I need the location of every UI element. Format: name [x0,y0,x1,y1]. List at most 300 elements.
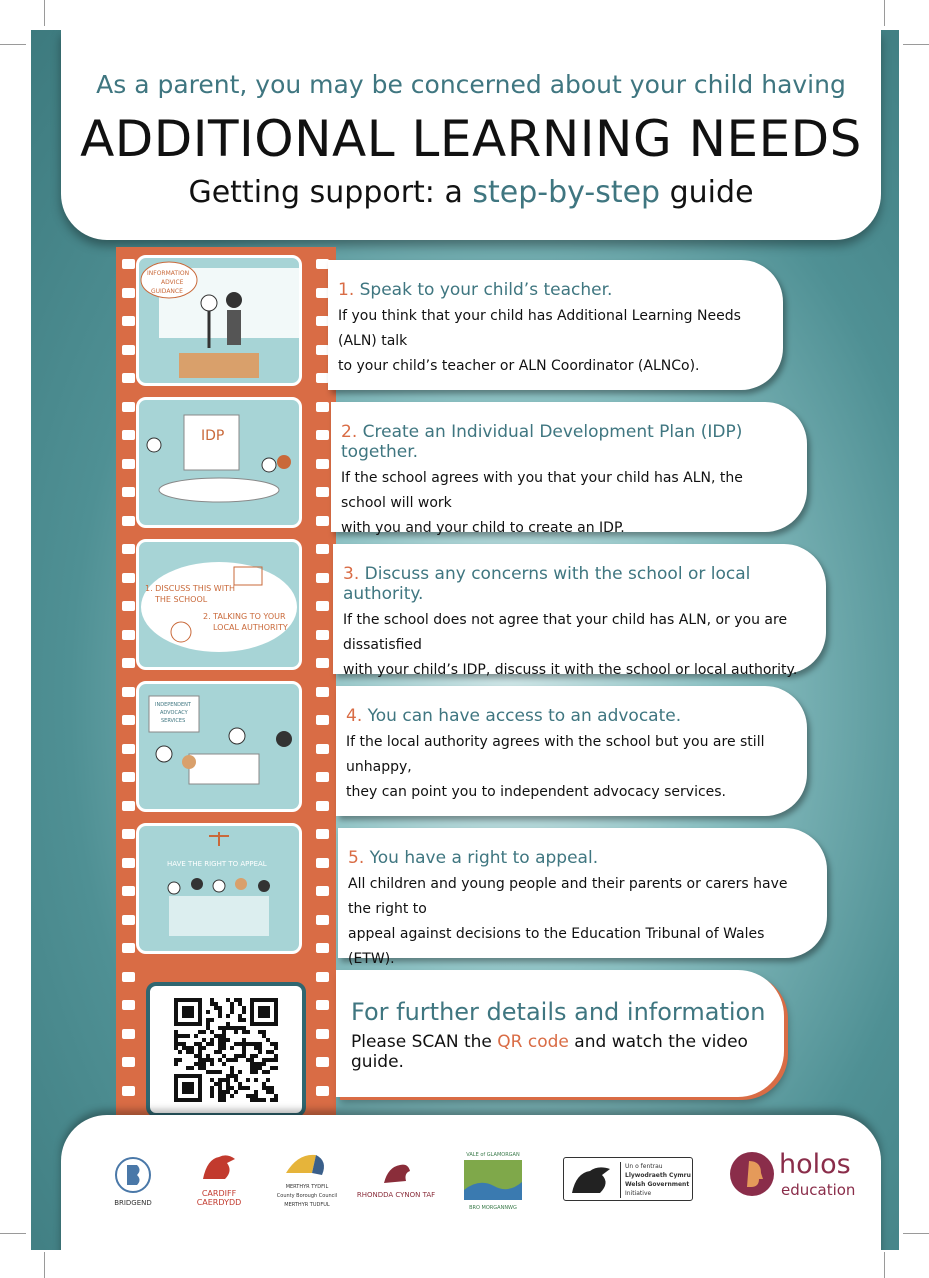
step-card-3 [333,544,826,678]
qr-module [194,1042,198,1046]
qr-module [174,1042,178,1046]
film-sprocket-hole [122,601,135,611]
qr-module [258,1042,262,1046]
qr-module [234,1026,238,1030]
qr-module [242,1046,246,1050]
step-title [338,280,759,300]
qr-module [250,1094,254,1098]
qr-module [218,1082,222,1086]
step-line: If the school agrees with you that your child has ALN, the school will work [341,470,743,511]
film-sprocket-hole [122,1029,135,1039]
film-sprocket-hole [316,772,329,782]
bridgend-crest-icon [111,1155,155,1195]
crop-mark [0,44,26,45]
film-sprocket-hole [122,345,135,355]
qr-module [242,1086,246,1090]
qr-module [230,1006,234,1010]
qr-module [226,1038,230,1042]
qr-module [270,1090,274,1094]
qr-module [274,1042,278,1046]
film-sprocket-hole [122,829,135,839]
qr-module [174,1062,178,1066]
qr-module [254,1062,258,1066]
qr-module [202,1066,206,1070]
qr-module [238,1042,242,1046]
logo-text: MERTHYR TYDFIL [285,1184,329,1190]
qr-module [226,1026,230,1030]
film-sprocket-hole [316,487,329,497]
frame-advocacy-illustration [136,681,302,812]
logo-text: BRO MORGANNWG [469,1205,517,1211]
film-sprocket-hole [316,544,329,554]
logo-text: VALE of GLAMORGAN [466,1152,520,1158]
rct-logo [356,1159,436,1200]
qr-module [238,1070,242,1074]
qr-module [230,1066,234,1070]
qr-module [266,1058,270,1062]
qr-module [266,1038,270,1042]
discuss-speech-bubble-illustration [139,542,302,670]
qr-module [274,1094,278,1098]
film-sprocket-hole [316,459,329,469]
qr-module [234,998,238,1002]
qr-code-icon[interactable] [174,998,278,1102]
qr-module [222,1042,226,1046]
qr-module [178,1034,182,1038]
qr-module [190,1050,194,1054]
frame-label: SERVICES [161,718,186,724]
film-sprocket-hole [122,772,135,782]
film-sprocket-hole [316,1086,329,1096]
film-sprocket-hole [122,858,135,868]
qr-module [234,1030,238,1034]
film-sprocket-hole [122,573,135,583]
qr-module [202,1046,206,1050]
frame-label: GUIDANCE [151,288,183,295]
qr-module [174,1030,178,1034]
film-sprocket-hole [122,943,135,953]
qr-module [226,1082,230,1086]
qr-module [210,1078,214,1082]
qr-module [242,1042,246,1046]
film-sprocket-hole [316,516,329,526]
logo-text: County Borough Council [276,1193,338,1199]
merthyr-emblem-icon [282,1149,332,1179]
film-sprocket-hole [122,430,135,440]
qr-module [266,1070,270,1074]
qr-module [266,1050,270,1054]
film-sprocket-hole [122,402,135,412]
qr-module [182,1034,186,1038]
qr-module [234,1074,238,1078]
qr-module [258,1030,262,1034]
qr-module [182,1082,194,1094]
step-line: they can point you to independent advocacy services. [346,784,727,800]
qr-module [222,1090,226,1094]
frame-discuss-illustration [136,539,302,670]
qr-module [198,1042,202,1046]
qr-module [242,1026,246,1030]
idp-meeting-illustration [139,400,302,528]
qr-module [262,1058,266,1062]
qr-module [206,1022,210,1026]
qr-module [210,1002,214,1006]
film-sprocket-hole [122,915,135,925]
qr-module [226,998,230,1002]
qr-module [226,1090,230,1094]
film-sprocket-hole [122,516,135,526]
qr-module [230,1086,234,1090]
qr-module [250,1042,254,1046]
frame-label: 2. TALKING TO YOUR [203,612,286,621]
qr-module [254,1054,258,1058]
qr-module [266,1078,270,1082]
qr-module [226,1078,230,1082]
step-body [343,608,802,683]
page-subtitle [61,175,881,210]
qr-module [198,1030,202,1034]
qr-module [222,1030,226,1034]
qr-module [262,1086,266,1090]
header-card [61,30,881,240]
film-sprocket-hole [316,972,329,982]
qr-module [270,1098,274,1102]
qr-module [262,1034,266,1038]
qr-module [202,1058,206,1062]
qr-module [246,1078,250,1082]
qr-module [234,1042,238,1046]
step-card-5 [338,828,827,967]
qr-module [254,1094,258,1098]
qr-module [210,1094,214,1098]
step-body [348,872,803,972]
qr-module [250,1054,254,1058]
qr-module [270,1050,274,1054]
qr-module [206,1026,210,1030]
crop-mark [884,0,885,26]
qr-module [246,1086,250,1090]
vale-landscape-icon [464,1160,522,1200]
qr-module [198,1058,202,1062]
film-sprocket-hole [316,858,329,868]
info-heading: For further details and information [351,998,766,1026]
step-line: with you and your child to create an IDP. [341,520,625,536]
subtitle-pre: Getting support: a [188,175,473,210]
bridgend-logo [103,1155,163,1208]
qr-module [246,1030,250,1034]
qr-module [266,1086,270,1090]
qr-module [258,1066,262,1070]
qr-module [206,1010,210,1014]
qr-module [254,1078,258,1082]
film-sprocket-hole [316,829,329,839]
qr-module [222,1026,226,1030]
poster [31,30,899,1250]
holos-head-icon [729,1151,775,1197]
film-sprocket-hole [122,658,135,668]
film-sprocket-hole [316,744,329,754]
step-line: with your child’s IDP, discuss it with the school or local authority. [343,662,798,678]
vale-of-glamorgan-logo [461,1151,525,1213]
film-sprocket-hole [122,288,135,298]
qr-module [230,1026,234,1030]
qr-module [274,1058,278,1062]
qr-module [218,1070,222,1074]
welsh-government-logo [563,1157,693,1201]
step-heading: You have a right to appeal. [369,848,599,868]
film-sprocket-hole [122,544,135,554]
qr-module [262,1082,266,1086]
qr-module [218,1050,222,1054]
qr-module [198,1054,202,1058]
qr-module [202,1030,206,1034]
qr-module [262,1070,266,1074]
film-sprocket-hole [122,715,135,725]
qr-module [238,1086,242,1090]
logo-text: CAERDYDD [196,1198,242,1207]
film-sprocket-hole [316,430,329,440]
film-sprocket-hole [122,259,135,269]
step-number: 4. [346,706,363,726]
qr-module [218,1046,222,1050]
qr-module [206,1054,210,1058]
qr-module [238,1014,242,1018]
step-title [343,564,802,604]
info-post: and watch the video guide. [351,1032,748,1072]
qr-module [254,1090,258,1094]
qr-module [222,1034,226,1038]
qr-module [270,1042,274,1046]
film-sprocket-hole [316,915,329,925]
qr-module [186,1050,190,1054]
step-title [341,422,783,462]
qr-module [230,1010,234,1014]
film-sprocket-hole [122,886,135,896]
qr-code-frame[interactable] [146,982,306,1117]
qr-module [218,1026,222,1030]
film-sprocket-hole [122,1057,135,1067]
qr-module [218,1078,222,1082]
qr-module [226,1022,230,1026]
qr-module [242,1038,246,1042]
step-title [348,848,803,868]
film-sprocket-hole [316,630,329,640]
qr-module [258,1006,270,1018]
qr-module [210,1030,214,1034]
step-number: 2. [341,422,358,442]
qr-module [218,1098,222,1102]
qr-module [194,1054,198,1058]
qr-module [186,1066,190,1070]
qr-module [230,1002,234,1006]
qr-module [254,1098,258,1102]
dragon-icon [197,1149,241,1185]
logo-text: CARDIFF [201,1189,237,1198]
frame-appeal-illustration [136,823,302,954]
qr-module [250,1098,254,1102]
crop-mark [44,1252,45,1278]
merthyr-logo [271,1149,343,1210]
frame-label: LOCAL AUTHORITY [213,623,288,632]
film-sprocket-hole [316,943,329,953]
logo-text: BRIDGEND [114,1199,152,1207]
qr-module [174,1034,178,1038]
qr-module [230,1046,234,1050]
qr-module [262,1030,266,1034]
logo-text: MERTHYR TUDFUL [284,1202,330,1208]
qr-module [190,1066,194,1070]
film-sprocket-hole [122,1086,135,1096]
step-title [346,706,783,726]
crop-mark [903,44,929,45]
qr-module [254,1046,258,1050]
qr-module [214,1006,218,1010]
qr-module [218,1086,222,1090]
qr-module [218,1010,222,1014]
qr-module [254,1066,258,1070]
film-sprocket-hole [316,801,329,811]
step-body [346,730,783,805]
qr-module [218,1038,222,1042]
qr-code-link[interactable]: QR code [497,1032,569,1052]
step-line: appeal against decisions to the Education Tribunal of Wales (ETW). [348,926,765,967]
qr-module [258,1062,262,1066]
step-heading: Discuss any concerns with the school or local authority. [343,564,751,604]
qr-module [198,1046,202,1050]
film-strip [116,247,336,1120]
qr-module [174,1046,178,1050]
qr-module [242,1018,246,1022]
qr-module [226,1014,230,1018]
film-sprocket-hole [122,316,135,326]
qr-module [174,1058,178,1062]
qr-module [250,1066,254,1070]
qr-module [250,1058,254,1062]
qr-module [238,1082,242,1086]
holos-wordmark: holos [779,1149,851,1180]
frame-idp-illustration [136,397,302,528]
qr-module [234,1058,238,1062]
step-number: 1. [338,280,355,300]
film-sprocket-hole [122,1000,135,1010]
welsh-dragon-icon [568,1161,618,1199]
qr-module [218,1090,222,1094]
film-sprocket-hole [122,972,135,982]
logo-text: Llywodraeth Cymru [625,1172,691,1179]
step-number: 3. [343,564,360,584]
qr-module [210,1070,214,1074]
step-heading: You can have access to an advocate. [367,706,682,726]
film-sprocket-hole [122,459,135,469]
qr-module [234,1078,238,1082]
qr-module [210,1086,214,1090]
qr-module [274,1054,278,1058]
qr-module [242,1030,246,1034]
qr-module [206,1042,210,1046]
teacher-illustration [139,258,302,386]
film-sprocket-hole [316,715,329,725]
qr-module [238,1026,242,1030]
qr-module [274,1066,278,1070]
logo-text: RHONDDA CYNON TAF [356,1191,436,1199]
qr-module [238,998,242,1002]
crop-mark [903,1233,929,1234]
qr-module [254,1070,258,1074]
qr-module [238,1018,242,1022]
qr-module [210,1058,214,1062]
qr-module [250,1070,254,1074]
frame-label: ADVICE [161,279,184,286]
qr-module [218,1014,222,1018]
qr-module [238,1054,242,1058]
frame-label: THE SCHOOL [155,595,208,604]
qr-module [186,1034,190,1038]
appeal-group-illustration [139,826,302,954]
subtitle-post: guide [660,175,754,210]
frame-label: IDP [201,428,225,444]
qr-module [230,1070,234,1074]
qr-module [218,1042,222,1046]
qr-module [186,1046,190,1050]
film-sprocket-hole [122,687,135,697]
qr-module [182,1046,186,1050]
film-sprocket-hole [316,573,329,583]
qr-module [258,1050,262,1054]
qr-module [238,1002,242,1006]
film-sprocket-hole [316,658,329,668]
info-text [351,1032,784,1072]
qr-module [258,1098,262,1102]
qr-module [230,1094,234,1098]
step-card-4 [336,686,807,816]
qr-module [210,1062,214,1066]
qr-module [226,1086,230,1090]
film-sprocket-hole [122,373,135,383]
frame-label: HAVE THE RIGHT TO APPEAL [167,860,267,868]
frame-label: INDEPENDENT [155,702,191,708]
qr-module [206,1018,210,1022]
frame-label: INFORMATION [147,270,190,277]
qr-module [230,1058,234,1062]
qr-module [182,1006,194,1018]
qr-module [254,1042,258,1046]
qr-module [222,1062,226,1066]
intro-text: As a parent, you may be concerned about your child having [96,70,846,99]
step-number: 5. [348,848,365,868]
qr-module [178,1050,182,1054]
qr-module [182,1042,186,1046]
qr-module [234,1054,238,1058]
qr-module [222,1038,226,1042]
crop-mark [44,0,45,26]
qr-module [222,1094,226,1098]
qr-module [214,1050,218,1054]
step-body [341,466,783,541]
qr-module [202,1062,206,1066]
qr-module [250,1062,254,1066]
step-heading: Create an Individual Development Plan (IDP) together. [341,422,743,462]
qr-module [246,1042,250,1046]
qr-module [214,1002,218,1006]
qr-module [242,1050,246,1054]
step-card-2 [331,402,807,536]
qr-module [218,1058,222,1062]
film-sprocket-hole [316,601,329,611]
qr-module [206,1058,210,1062]
qr-module [210,1038,214,1042]
film-sprocket-hole [122,487,135,497]
qr-module [194,1034,198,1038]
